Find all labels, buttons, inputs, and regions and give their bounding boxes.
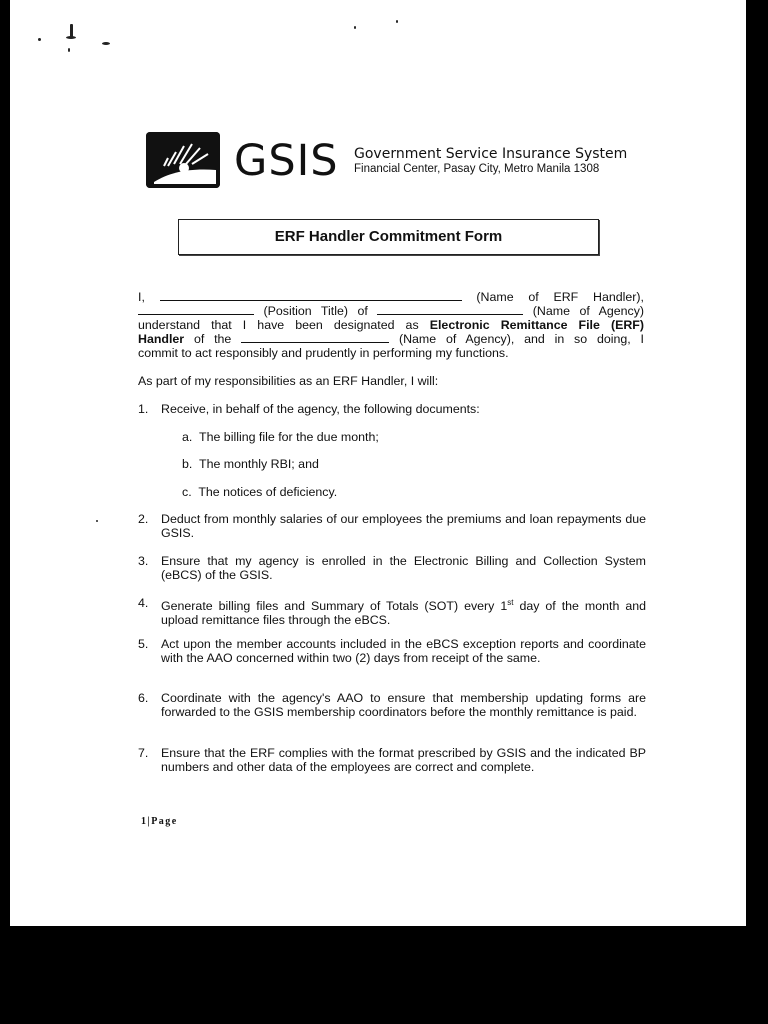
item-number: 3. xyxy=(138,554,149,568)
sub-item xyxy=(182,457,319,471)
org-address: Financial Center, Pasay City, Metro Manila 1308 xyxy=(354,163,600,175)
gsis-logo xyxy=(146,132,220,188)
item-number: 7. xyxy=(138,746,149,760)
intro-text-bold: Handler xyxy=(138,332,185,346)
list-item xyxy=(138,637,646,665)
sub-item xyxy=(182,485,337,499)
list-item xyxy=(138,554,646,582)
sub-item xyxy=(182,430,379,444)
intro-text-bold: Electronic Remittance File (ERF) xyxy=(429,318,644,332)
lead-in: As part of my responsibilities as an ERF Handler, I will: xyxy=(138,374,439,388)
position-blank xyxy=(138,304,254,315)
item-number: 6. xyxy=(138,691,149,705)
intro-text: (Position Title) of xyxy=(263,304,368,318)
item-number: 1. xyxy=(138,402,149,416)
list-item xyxy=(138,402,646,416)
sub-item-label: a. xyxy=(182,430,193,444)
page-number: 1|Page xyxy=(141,816,178,827)
org-name: Government Service Insurance System xyxy=(354,146,628,162)
intro-text: I, xyxy=(138,290,145,304)
item-text xyxy=(161,596,646,627)
item-text: Ensure that my agency is enrolled in the Electronic Billing and Collection System (eBCS) of the GSIS. xyxy=(161,554,646,582)
intro-line-4 xyxy=(138,332,644,346)
brand-wordmark: GSIS xyxy=(234,136,339,186)
sub-item-text: The billing file for the due month; xyxy=(199,430,379,444)
intro-text: understand that I have been designated as xyxy=(138,318,430,332)
item-number: 2. xyxy=(138,512,149,526)
item-text: Coordinate with the agency's AAO to ensure that membership updating forms are forwarded to the GSIS membership coordinators before the monthly remittance is paid. xyxy=(161,691,646,719)
intro-text: of the xyxy=(184,332,232,346)
scan-speck xyxy=(66,36,76,39)
scan-speck xyxy=(38,38,41,41)
list-item xyxy=(138,691,646,719)
intro-text: (Name of Agency), and in so doing, I xyxy=(398,332,644,346)
item-text-part: day of the month and upload remittance files through the eBCS. xyxy=(161,599,646,628)
ordinal-suffix: st xyxy=(507,598,514,607)
intro-line-3 xyxy=(138,318,644,332)
document-page xyxy=(10,0,746,926)
item-text: Ensure that the ERF complies with the format prescribed by GSIS and the indicated BP numbers and other data of the employees are correct and complete. xyxy=(161,746,646,774)
item-number: 4. xyxy=(138,596,149,610)
intro-line-1 xyxy=(138,290,644,304)
list-item xyxy=(138,512,646,540)
org-info xyxy=(354,146,627,176)
intro-line-2 xyxy=(138,304,644,318)
intro-text: (Name of Agency) xyxy=(532,304,645,318)
intro-text: (Name of ERF Handler), xyxy=(476,290,644,304)
item-text-part: Generate billing files and Summary of Totals (SOT) every 1 xyxy=(161,599,508,614)
scan-speck xyxy=(68,48,70,52)
sub-item-label: b. xyxy=(182,457,193,471)
item-text: Act upon the member accounts included in the eBCS exception reports and coordinate with the AAO concerned within two (2) days from receipt of the same. xyxy=(161,637,646,665)
scan-speck xyxy=(96,520,98,522)
sub-item-text: The notices of deficiency. xyxy=(198,485,338,499)
item-text: Deduct from monthly salaries of our employees the premiums and loan repayments due GSIS. xyxy=(161,512,646,540)
name-blank xyxy=(160,290,462,301)
item-number: 5. xyxy=(138,637,149,651)
list-item xyxy=(138,596,646,627)
sub-item-label: c. xyxy=(182,485,192,499)
item-text: Receive, in behalf of the agency, the following documents: xyxy=(161,402,480,416)
list-item xyxy=(138,746,646,774)
form-title: ERF Handler Commitment Form xyxy=(178,219,599,255)
sub-item-text: The monthly RBI; and xyxy=(199,457,319,471)
scan-speck xyxy=(102,42,110,45)
agency-blank xyxy=(377,304,523,315)
scan-speck xyxy=(354,26,356,29)
agency-blank-2 xyxy=(241,332,389,343)
intro-line-5: commit to act responsibly and prudently in performing my functions. xyxy=(138,346,509,360)
scan-speck xyxy=(396,20,398,23)
